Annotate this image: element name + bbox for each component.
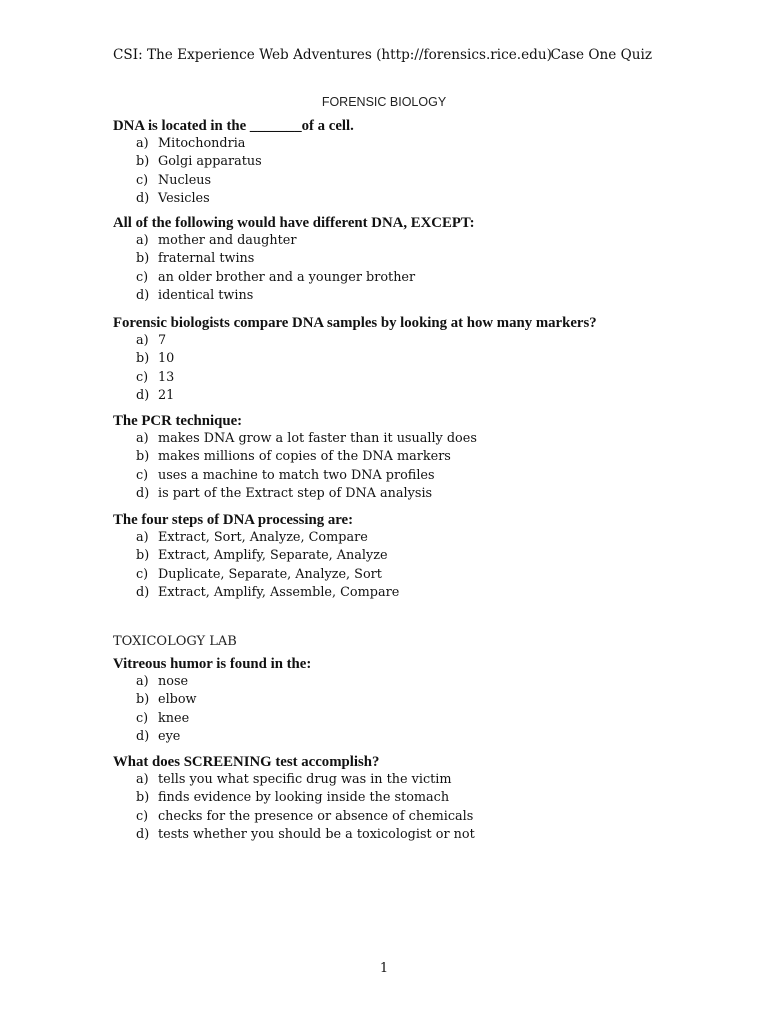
question-text: What does SCREENING test accomplish?: [113, 754, 380, 770]
option-text: tells you what specific drug was in the victim: [158, 772, 452, 787]
option-d: [113, 826, 673, 844]
option-text: 13: [158, 369, 175, 385]
option-c: [113, 467, 673, 485]
option-text: Golgi apparatus: [158, 154, 262, 170]
header-quiz-label: Case One Quiz: [550, 47, 652, 63]
option-text: makes millions of copies of the DNA markers: [158, 449, 451, 465]
option-d: [113, 584, 673, 602]
question-2: [113, 214, 673, 305]
question-text: All of the following would have different DNA, EXCEPT:: [113, 215, 475, 231]
option-c: [113, 172, 673, 190]
option-text: Extract, Amplify, Assemble, Compare: [158, 584, 400, 600]
option-list: [113, 529, 673, 602]
question-1: [113, 117, 673, 208]
option-a: [113, 771, 673, 789]
option-letter: d): [136, 728, 150, 744]
question-text: Forensic biologists compare DNA samples by looking at how many markers?: [113, 315, 597, 331]
option-text: Mitochondria: [158, 136, 246, 151]
option-text: mother and daughter: [158, 233, 297, 248]
option-d: [113, 728, 673, 746]
header-site-title: CSI: The Experience Web Adventures (http://forensics.rice.edu): [113, 47, 552, 63]
option-text: elbow: [158, 692, 197, 708]
option-list: [113, 232, 673, 305]
option-b: [113, 250, 673, 268]
option-text: Extract, Amplify, Separate, Analyze: [158, 548, 388, 564]
option-letter: b): [136, 449, 150, 465]
option-d: [113, 190, 673, 208]
option-text: makes DNA grow a lot faster than it usually does: [158, 431, 477, 446]
option-letter: c): [136, 808, 149, 824]
question-text: The PCR technique:: [113, 413, 243, 429]
option-text: knee: [158, 710, 190, 726]
option-text: uses a machine to match two DNA profiles: [158, 467, 435, 483]
option-text: Nucleus: [158, 172, 212, 188]
option-letter: b): [136, 251, 150, 267]
option-list: [113, 135, 673, 208]
option-letter: b): [136, 790, 150, 806]
option-letter: a): [136, 431, 149, 446]
option-b: [113, 789, 673, 807]
option-text: nose: [158, 674, 189, 689]
question-3: [113, 314, 673, 405]
option-letter: a): [136, 530, 149, 545]
option-letter: c): [136, 710, 149, 726]
option-c: [113, 566, 673, 584]
option-b: [113, 448, 673, 466]
option-b: [113, 691, 673, 709]
option-d: [113, 387, 673, 405]
option-text: Vesicles: [158, 190, 210, 206]
option-letter: a): [136, 674, 149, 689]
question-7: [113, 753, 673, 844]
option-text: finds evidence by looking inside the stomach: [158, 790, 450, 806]
option-list: [113, 332, 673, 405]
option-text: 21: [158, 387, 175, 403]
question-text: The four steps of DNA processing are:: [113, 512, 354, 528]
option-a: [113, 332, 673, 350]
option-c: [113, 369, 673, 387]
option-a: [113, 529, 673, 547]
option-letter: d): [136, 387, 150, 403]
page-number: 1: [379, 961, 389, 976]
option-b: [113, 350, 673, 368]
option-letter: d): [136, 190, 150, 206]
option-letter: d): [136, 584, 150, 600]
option-letter: d): [136, 485, 150, 501]
option-letter: c): [136, 269, 149, 285]
option-letter: c): [136, 369, 149, 385]
option-letter: b): [136, 692, 150, 708]
option-letter: c): [136, 172, 149, 188]
question-6: [113, 655, 673, 746]
option-d: [113, 485, 673, 503]
option-a: [113, 135, 673, 153]
option-letter: a): [136, 233, 149, 248]
question-4: [113, 412, 673, 503]
option-b: [113, 547, 673, 565]
option-letter: b): [136, 154, 150, 170]
option-text: is part of the Extract step of DNA analysis: [158, 485, 433, 501]
option-list: [113, 771, 673, 844]
option-a: [113, 232, 673, 250]
option-text: Duplicate, Separate, Analyze, Sort: [158, 566, 382, 582]
option-letter: d): [136, 287, 150, 303]
option-text: Extract, Sort, Analyze, Compare: [158, 530, 368, 545]
section-title-toxicology-lab: TOXICOLOGY LAB: [113, 634, 237, 649]
option-text: tests whether you should be a toxicologist or not: [158, 826, 475, 842]
option-text: 10: [158, 351, 175, 367]
option-a: [113, 673, 673, 691]
option-text: an older brother and a younger brother: [158, 269, 416, 285]
option-a: [113, 430, 673, 448]
option-c: [113, 269, 673, 287]
option-list: [113, 673, 673, 746]
section-title-forensic-biology: FORENSIC BIOLOGY: [321, 95, 447, 109]
option-letter: b): [136, 548, 150, 564]
option-d: [113, 287, 673, 305]
option-letter: a): [136, 772, 149, 787]
option-c: [113, 808, 673, 826]
option-letter: c): [136, 566, 149, 582]
option-text: 7: [158, 333, 167, 348]
page-header: [113, 47, 658, 67]
option-letter: d): [136, 826, 150, 842]
option-letter: a): [136, 136, 149, 151]
option-b: [113, 153, 673, 171]
question-5: [113, 511, 673, 602]
option-text: fraternal twins: [158, 251, 255, 267]
option-text: eye: [158, 728, 181, 744]
option-letter: a): [136, 333, 149, 348]
option-text: checks for the presence or absence of chemicals: [158, 808, 474, 824]
option-letter: c): [136, 467, 149, 483]
option-c: [113, 710, 673, 728]
option-list: [113, 430, 673, 503]
option-text: identical twins: [158, 287, 254, 303]
question-text: DNA is located in the _______of a cell.: [113, 118, 354, 134]
option-letter: b): [136, 351, 150, 367]
question-text: Vitreous humor is found in the:: [113, 656, 312, 672]
